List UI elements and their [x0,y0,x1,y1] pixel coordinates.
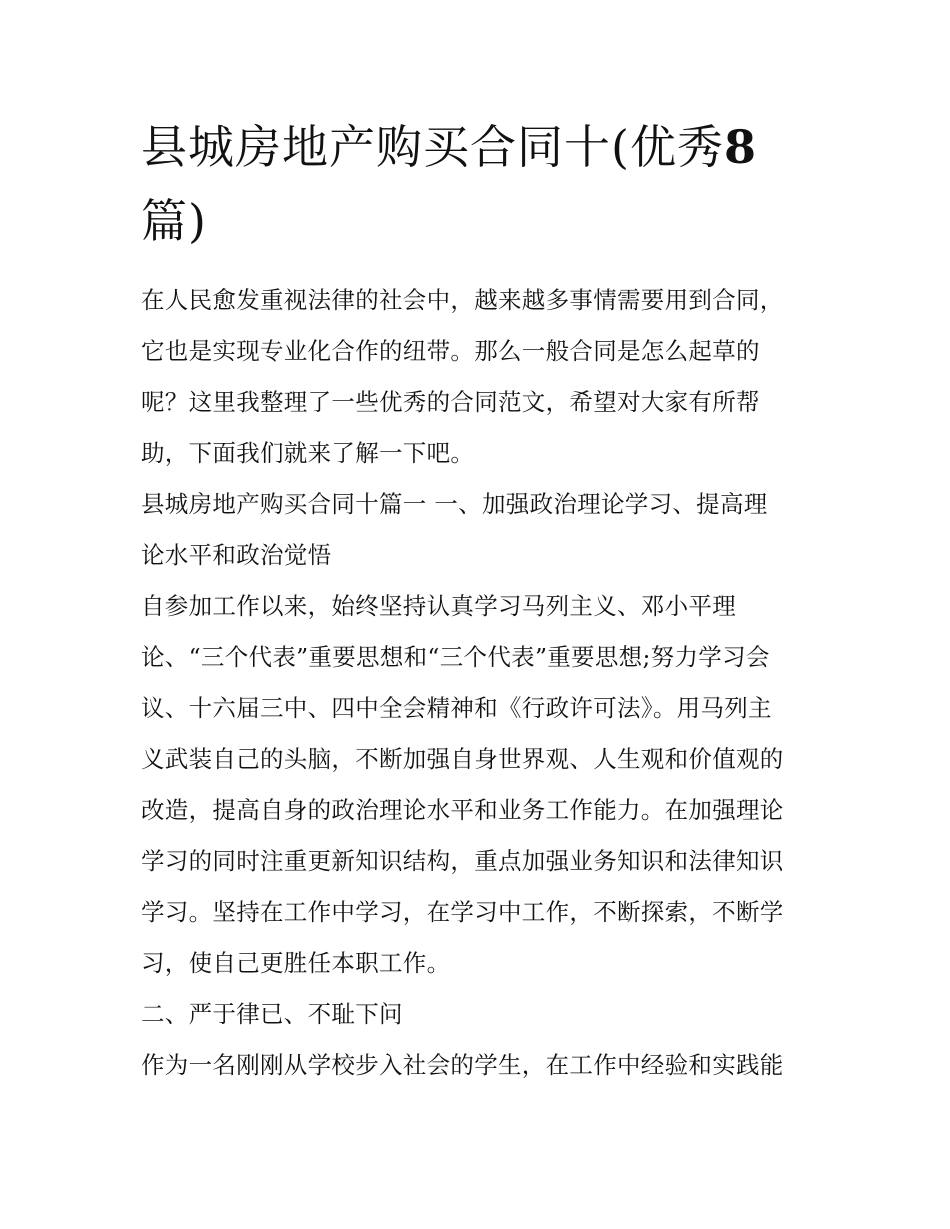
section-two-heading [141,989,821,1040]
section-one-paragraph [141,581,821,989]
text-line: 在人民愈发重视法律的社会中，越来越多事情需要用到合同， [141,286,784,314]
text-line: 它也是实现专业化合作的纽带。那么一般合同是怎么起草的 [141,337,760,365]
section-one-heading [141,479,821,581]
text-line: 自参加工作以来，始终坚持认真学习马列主义、邓小平理 [141,592,736,620]
intro-paragraph [141,275,821,479]
text-line: 呢？这里我整理了一些优秀的合同范文，希望对大家有所帮 [141,388,760,416]
title-tail: 篇) [141,194,207,248]
text-line: 义武装自己的头脑，不断加强自身世界观、人生观和价值观的 [141,745,784,773]
text-line: 习，使自己更胜任本职工作。 [141,949,451,977]
text-line: 学习。坚持在工作中学习，在学习中工作，不断探索，不断学 [141,898,784,926]
document-title [141,110,821,258]
text-line: 县城房地产购买合同十篇一 一、加强政治理论学习、提高理 [141,490,768,518]
text-line: 二、严于律已、不耻下问 [141,1000,403,1028]
title-number: 8 [723,120,757,174]
text-line: 作为一名刚刚从学校步入社会的学生，在工作中经验和实践能 [141,1051,784,1079]
section-two-paragraph [141,1040,821,1091]
document-page [141,110,821,1091]
document-body [141,275,821,1091]
text-line: 学习的同时注重更新知识结构，重点加强业务知识和法律知识 [141,847,784,875]
text-line: 论、“三个代表”重要思想和“三个代表”重要思想;努力学习会 [141,643,770,671]
text-line: 论水平和政治觉悟 [141,541,332,569]
text-line: 议、十六届三中、四中全会精神和《行政许可法》。用马列主 [141,694,772,722]
title-main: 县城房地产购买合同十(优秀 [141,120,724,174]
text-line: 助，下面我们就来了解一下吧。 [141,439,475,467]
text-line: 改造，提高自身的政治理论水平和业务工作能力。在加强理论 [141,796,784,824]
